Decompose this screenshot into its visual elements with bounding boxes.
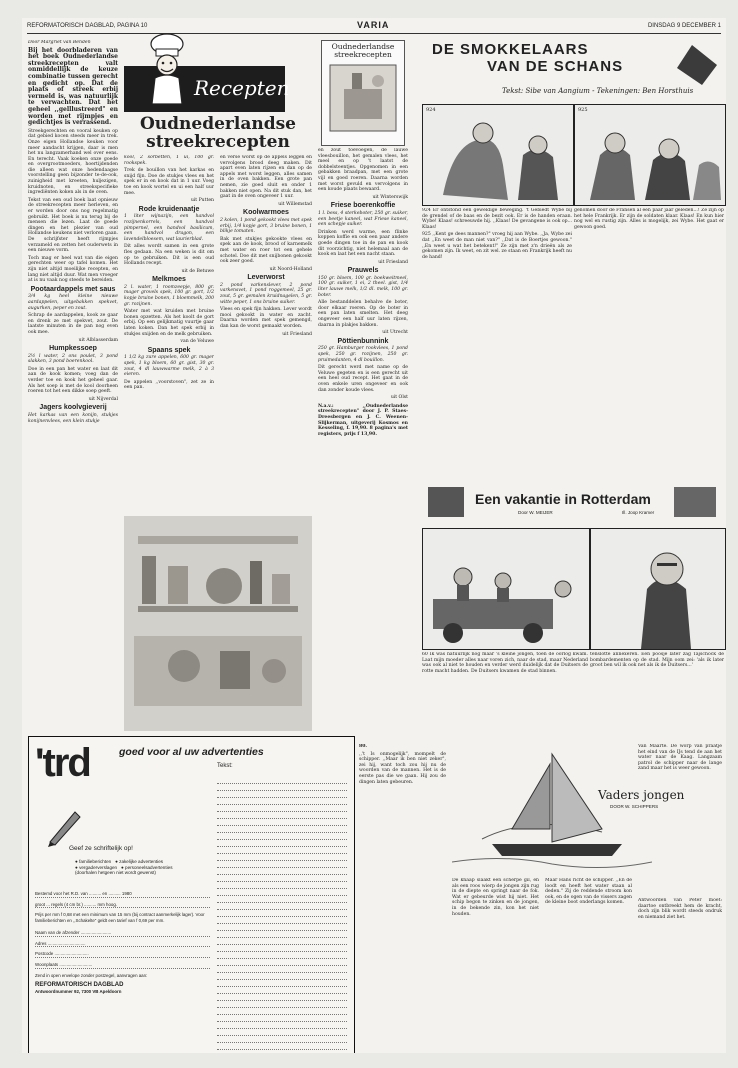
recipe-text: en verse worst op de appels leggen en vervolgens brood deeg maken. Dit apart even laten rijzen en dan op de appels met worst leggen, alles samen in de oven bakken. Een grote pan nemen, zie goed sluit en onder 1 bakken niet open. Na dit stuk dan, het gaat in de oven ongeveer 1 uur. bbox=[220, 155, 312, 200]
form-row[interactable]: Bestemd voor het R.D. van .......... en .......... 1980 bbox=[35, 891, 210, 898]
book-cover-title: Oudnederlandse streekrecepten bbox=[331, 42, 395, 59]
story-text: ,,'t Is onmogelijk", mompelt de schipper. ,,Maar ik ben niet zeker", zei hij, want toch zou hij nu de woorden van de mannen. Het is de eerste pas die we gaan. Hij zou de dingen laten gebeuren. bbox=[359, 751, 446, 785]
trd-logo: 'trd bbox=[35, 741, 90, 785]
recipe-source: uit de Betuwe bbox=[181, 268, 214, 274]
recipe-ingredients: 3/4 kg heel kleine nieuwe aardappelen, uitgebakken spekvet, augurken, peper en zout. bbox=[28, 294, 118, 311]
recipe-text: Doe in een pan het water en laat dit aan de kook komen; voeg dan de verder toe en kook het geheel gaar. Als het soep is met de kool doorheen roeren tot het een dikke soep geeft. bbox=[28, 366, 118, 395]
recipe-ingredients: 2 kolen, 1 pond gekookt vlees met spek erbij, 1/4 kopje gort, 3 bruine bonen, 1 blikje tomaten. bbox=[220, 217, 312, 235]
form-address-field[interactable]: Adres ............................... bbox=[35, 941, 210, 948]
ad-gift-title: Geef ze schriftelijk op! bbox=[69, 845, 133, 852]
recipe-text: Drinken werd warme, een flinke koppen koffie en ook een paar andere goede dingen toe in de pan en kook dit voorzichtig, niet helemaal aan de kook en laat het een nacht staan. bbox=[318, 229, 408, 258]
recipe-title-rode: Rode kruidenaatje bbox=[138, 205, 200, 213]
comic1-text-left bbox=[422, 208, 572, 338]
comic-text: 924 Er ontstond een geweldige beweging. 't Gebiedt Wybe bij de grendel of de baas en de bezit ook. Er is de handen eraan. Wybe! Klaas! schreeuwde hij. ,,Klaas! De gevangene is ook op... Klaas! bbox=[422, 208, 572, 230]
recipe-source: uit Utrecht bbox=[382, 330, 408, 336]
recipe-source: uit Alblasserdam bbox=[78, 337, 118, 343]
ad-text-label: Tekst: bbox=[217, 763, 233, 769]
comic-panel-drawing-icon bbox=[423, 105, 573, 205]
recipe-title-prauwels: Prauwels bbox=[347, 267, 379, 275]
comic-text: 925 ,,Kent ge dees mannen?" vroeg hij aan Wybe. ,,Ja, Wybe zei dat ,,En weet de man niet van?" ,,Dat is de Boertjes gewoon." ,,En weet u wat het betekent!" Ze zijn met z'n drieën als ze gekomen zijn. Ik weet, en zit wel. ze staan en Frankrijk heeft nu de hand! bbox=[422, 232, 572, 260]
recipes-column-1 bbox=[28, 40, 118, 730]
kitchen-photo bbox=[124, 516, 312, 731]
form-price-note: Prijs per mm f 0,68 met een minimum van 15 mm (bij contract aanmerkelijk lager). Voor familieberichten en ,,Schakelte" geldt een tarief van f 0,69 per mm. bbox=[35, 912, 205, 924]
options-note: (doorhalen hetgeen niet wordt gewenst) bbox=[75, 870, 156, 875]
recipe-text: en zout toevoegen, de lauwe vleesbouillon, het gemalen vlees, het meel en op 't laatst de dobbelsteentjes. Opgenomen in een gebakken braadpan, met een grote vijl en goed roeren. Daarna worden met worst gevuld en vervolgens in een koude plaats bewaard. bbox=[318, 148, 408, 193]
recipe-text: Schrap de aardappelen, kook ze gaar en drenk ze met spekvet, zout. De laatste minuten in de pan nog even ook mee. bbox=[28, 313, 118, 335]
story-text: Van Maarte. De worp van praatje het eind van de IJs tend de aan het water naar de Kaag. Langzaam patrol de schipper naar de lange zand maar het is weer gewoon. bbox=[638, 744, 722, 772]
intro-para-2: Tekst van een oud boek laat opnieuw de streekrecepten meer herleven, en er worden door ons nog regelmatig gebruikt. Het boek is nu terug bij de mensen die lezen. Laat de goede dingen en het plezier van oud Hollandse keukens niet verloren gaan. De schrijfster heeft rijmpjes verzameld en zetten het ouderwets in een nieuwe vorm. bbox=[28, 197, 118, 254]
ad-text-lines[interactable] bbox=[217, 777, 347, 1053]
comic-rotterdam-title bbox=[422, 481, 722, 523]
recipe-ingredients: 250 gr. Hamburger rookvlees, 1 pond spek, 250 gr. rozijnen, 250 gr. pruimedanten, 4 dl bouillon. bbox=[318, 346, 408, 363]
recipe-text: Alle bestanddelen behalve de boter, door elkaar roeren. Op de boter in een pan laten smelten. Het deeg ongeveer een half uur laten rijzen, daarna in plakjes bakken. bbox=[318, 300, 408, 328]
form-row[interactable]: groot ... regels (4 cm br.) .......... mm hoog. bbox=[35, 902, 210, 909]
recipe-source: van de Veluwe bbox=[180, 339, 214, 345]
comic2-text-right bbox=[590, 652, 724, 732]
comic2-title: Een vakantie in Rotterdam bbox=[475, 491, 651, 507]
recipe-ingredients: 1 liter wijnazijn, een handvol rozijnenkorrels, een handvol pimpernel, een handvol basilicum, een handvol dragon, een lavendelbloesem, wat laurierblad. bbox=[124, 214, 214, 242]
recipe-text: Water met wat kruiden met bruine bonen opzetten. Als het koolt de gort erbij. Op een gelijkmatig vuurtje gaar laten koken. Dan het spek erbij in stukjes snijden en de melk gebruiken. bbox=[124, 309, 214, 337]
comic-title-line-2: VAN DE SCHANS bbox=[487, 58, 624, 75]
recipe-title-pootaardappels: Pootaardappels met saus bbox=[30, 285, 116, 293]
recipe-ingredients: 1 1/2 kg zure appelen, 600 gr. mager spek, 1 kg bloem, 60 gr. gist, 30 gr. zout, 4 dl lauwwarme melk, 2 à 3 eieren. bbox=[124, 355, 214, 378]
recipe-ingredients: 2 l. water, 1 roomzeepje, 800 gr. mager grovels spek, 100 gr. gort, 1/2 kopje bruine bonen, 1 bloemmelk, 200 gr. rozijnen. bbox=[124, 284, 214, 307]
story-column-4 bbox=[638, 744, 722, 894]
recipe-source: uit Noord-Holland bbox=[269, 266, 312, 272]
recipes-lead: Bij het doorbladeren van het boek Oudnederlandse streekrecepten valt onmiddellijk de keuze combinatie tussen gerecht en gedicht op. Dat de plaats of streek erbij vermeld is, was natuurlijk te verwachten. Dat het geheel ,,gelllustreerd" en worden met rijmpjes en gedichtjes is verrassend. bbox=[28, 46, 118, 127]
section-title: VARIA bbox=[357, 20, 390, 30]
recipe-text: De appelen ,,voorstoven", zet ze in een pan. bbox=[124, 379, 214, 391]
comic2-illustrator: Ill. Joop Kramer bbox=[622, 510, 655, 515]
header-rule bbox=[27, 33, 721, 34]
form-name-field[interactable]: Naam van de afzender ......................... bbox=[35, 930, 210, 937]
option-row[interactable]: ● familieberichten ● zakelijke advertenties bbox=[75, 859, 164, 864]
book-cover-illustration-icon bbox=[322, 59, 404, 139]
comic-panel-drawing-icon bbox=[591, 529, 725, 649]
recipe-ingredients: 2½ l water, 2 ons poulet, 3 pond slakken, 3 pond boerenkool. bbox=[28, 353, 118, 365]
recipe-title-friese: Friese boerenkoffie bbox=[330, 202, 396, 210]
comic-panel-drawing-icon bbox=[423, 529, 589, 649]
comic-panel-61 bbox=[590, 528, 726, 650]
ad-headline: goed voor al uw advertenties bbox=[119, 746, 264, 758]
book-reference: N.a.v.: ,,Oudnederlandse streekrecepten" door J. P. Staes-Dreesbergen en J. C. Weenen-Slijkerman, uitgeverij Kosmos en Kesseling, f. 19,90. 8 pagina's met registers, prijs f 13,90. bbox=[318, 403, 408, 437]
story-title: Vaders jongen bbox=[598, 788, 685, 802]
recipes-byline: Door Margriet van Benden bbox=[28, 40, 91, 45]
story-author: DOOR W. SCHIPPERS bbox=[610, 804, 659, 809]
comic-text: genomen door de Fransen al een paar jaar geleden...! Ze zijn op het hele Frankrijk. Er zijn de soldaten klaar. Klaas! En kun hier nog wel en rustig zijn. Alles is mogelijk, zei Wybe. Het gaat er gewoon goed. bbox=[574, 208, 724, 230]
recipe-source: uit Putten bbox=[190, 198, 214, 204]
comic-panel-925 bbox=[574, 104, 726, 206]
chef-illustration-icon bbox=[140, 32, 194, 104]
story-column-1 bbox=[359, 744, 446, 1044]
intro-para-1: Streekgerechten en vooral keuken op dat gebied kocen steeds meer in trek. Onze eigen Hollandse keuken voor meer aandacht krijgen, daar is men het nu langzamerhand wel over eens. En terecht. Vaak koeken onze goede en overgrootmoeders, hoertijdenden die alleen wat onze hedendaagse voorstelling geen bijzonder te-de-ook, zuinigheid met kreeten, huljezigen, kruidnoten, en streekspecifieke ingrediënten koken als in de oven. bbox=[28, 128, 118, 196]
recipe-ingredients: Het karkas van een konijn, stukjes konijnenvlees, een klein stukje bbox=[28, 413, 118, 424]
recipe-text: Bak met stukjes gekookte vlees en spek aan de kook, brood of karnemelk met water en roer tot een gehele schotel. Doe dit met snijbonen gekookt ook zeer goed. bbox=[220, 236, 312, 265]
ad-order-form bbox=[35, 891, 210, 995]
sailing-boat-illustration-icon bbox=[452, 744, 652, 874]
ad-address-line-2: Antwoordnummer 92, 7300 VB Apeldoorn bbox=[35, 989, 122, 995]
recipe-ingredients: 1 l. bess, 4 sterkeboter, 250 gr. suiker, een beetje kaneel, wat Friese kaneel, een schepje suiker. bbox=[318, 210, 408, 228]
recipe-text: Dit gerecht werd met name op de Veluwe gegeten en is een gerecht uit een heel oud recept. Het gaat in de oven enkele uren ongeveer en ook dan zonder koude vlees. bbox=[318, 365, 408, 393]
form-postcode-field[interactable]: Postcode ............................ bbox=[35, 951, 210, 958]
recipe-title-humpkessoep: Humpkessoep bbox=[49, 345, 97, 353]
comic-panel-60 bbox=[422, 528, 590, 650]
ad-address-line-1: REFORMATORISCH DAGBLAD bbox=[35, 982, 124, 989]
header-left: REFORMATORISCH DAGBLAD, PAGINA 10 bbox=[27, 23, 148, 29]
recipe-title-spaans: Spaans spek bbox=[147, 346, 191, 354]
story-number: 80. bbox=[359, 744, 367, 749]
recipes-column-3 bbox=[220, 155, 312, 515]
ad-options bbox=[75, 859, 173, 876]
recipe-title-melkmoes: Melkmoes bbox=[152, 276, 186, 284]
comic1-text-right bbox=[574, 208, 724, 338]
ad-footer-note: Zend in open envelope zonder postzegel, aanvragen aan: bbox=[35, 972, 148, 978]
comic-text: 60 Ik was natuurlijk nog maar 's kleine jongen, toen de oorlog kwam. Laat mijn moeder alles naar voren zich, naar de stad, maar Nederland was ook al niet te houden en verder werd duidelijk dat de Duitsers de rotte macht hadden. De Duitsers kwamen de stad binnen. bbox=[422, 652, 588, 674]
recipe-ingredients: 150 gr. bloem, 100 gr. boekweitmeel, 100 gr. suiker, 1 ei, 2 theel. gist, 1/4 liter lauwe melk, 1/2 dl. melk, 100 gr. boter. bbox=[318, 275, 408, 298]
story-column-5 bbox=[638, 898, 722, 1048]
recipe-source: uit Friesland bbox=[378, 259, 408, 265]
recipe-source: uit Nijverdal bbox=[88, 396, 118, 402]
book-cover bbox=[321, 40, 405, 146]
panel-number: 924 bbox=[426, 107, 436, 113]
story-column-2 bbox=[452, 878, 539, 1048]
comic-title-line-1: DE SMOKKELAARS bbox=[432, 41, 589, 58]
recipe-title-potten: Pöttienbunnink bbox=[337, 337, 389, 345]
comic-credits: Tekst: Sibe van Aangium - Tekeningen: Ben Horsthuis bbox=[502, 87, 694, 95]
page-header bbox=[27, 20, 721, 32]
form-city-field[interactable]: Woonplaats ........................... bbox=[35, 962, 210, 969]
recipes-column-4 bbox=[318, 148, 408, 728]
comic2-text-left bbox=[422, 652, 588, 732]
trd-advertisement bbox=[28, 736, 355, 1053]
pencil-hand-icon bbox=[45, 807, 85, 847]
panel-number: 925 bbox=[578, 107, 588, 113]
story-text: Antwoorden van Peter moet: daartoe ontbreekt hem de kracht, doch zijn blik wordt steeds ondruk en niemand ziet het. bbox=[638, 898, 722, 920]
recipe-ingredients: kool, 2 sorbetten, 1 ui, 100 gr. rookspek. bbox=[124, 155, 214, 166]
recipe-text: Dit alles wordt samen in een grote fles gedaan. Na een weken is dit om op te gebruiken. Dit is een oud Hollands recept. bbox=[124, 244, 214, 267]
comic-panel-drawing-icon bbox=[575, 105, 725, 205]
recipe-text: Vlees en spek fijn hakken. Lever wordt mooi gekookt in water en zacht. Daarna worden met spek gemengd, dan kan de worst gemaakt worden. bbox=[220, 307, 312, 330]
recipe-ingredients: 2 pond varkenslever, 2 pond varkensvet, 1 pond roggemeel, 25 gr. zout, 5 gr. gemalen kruidnagelen, 5 gr. witte peper, 1 ons bruine suiker. bbox=[220, 282, 312, 305]
story-column-3 bbox=[545, 878, 632, 1048]
story-text: Maar Hans richt de schipper. ,,En de loodt en heeft het water staan al deden." Zij de reddende stroom kon ook, en de ogen van de vissers zagen de kleine boot onderlangs komen. bbox=[545, 878, 632, 906]
story-text: De knaap slaakt een scherpe gil, en als een roos wierp de jongen zijn rug in de diepte en springt naar de fok. Wat er gebeurde wist hij niet. Het schip begon te zinken en de jongen, in de bekende zin, kon het niet houden. bbox=[452, 878, 539, 917]
recipe-text: Trek de bouillon van het karkas en snijd fijn. Doe de stukjes vlees en het spek er in en kook dat in 1 uur. Voeg toe en kook wortel en ui een half uur mee. bbox=[124, 168, 214, 196]
option-row[interactable]: ● vergaderverslagen ● personeelsadvertenties bbox=[75, 864, 173, 870]
recipe-title-leverworst: Leverworst bbox=[247, 274, 285, 282]
recipe-source: uit Friesland bbox=[282, 331, 312, 337]
recipe-title-jagers: Jagers koolvgieverij bbox=[39, 404, 107, 412]
recipe-source: uit Willemstad bbox=[278, 201, 312, 207]
banner-word: Recepten bbox=[194, 76, 290, 100]
recipe-source: uit Olst bbox=[390, 395, 408, 401]
comic-smokkelaars-title bbox=[422, 40, 722, 100]
recipes-main-title: Oudnederlandse streekrecepten bbox=[140, 114, 296, 152]
header-date: DINSDAG 9 DECEMBER 1 bbox=[647, 23, 721, 29]
recipe-title-koolwarmoes: Koolwarmoes bbox=[243, 209, 289, 217]
recipes-column-2 bbox=[124, 155, 214, 515]
newspaper-page bbox=[22, 18, 726, 1053]
comic-panel-924 bbox=[422, 104, 574, 206]
intro-para-3: Toch mag er heel wat van die eigen gerechten weer op tafel komen. Het zijn niet altijd moeilijke recepten, en lang niet altijd duur. Wat men vroeger at is nu vaak nog steeds te bereiden. bbox=[28, 255, 118, 284]
comic2-author: Door W. MEIJER bbox=[518, 510, 553, 515]
recipe-source: uit Winterswijk bbox=[372, 194, 408, 200]
kitchen-photo-image-icon bbox=[124, 516, 312, 731]
comic-text: tenslotte annexeren. Een poosje later zag Tajschock de bombardementen op de stad. Mijn oom zei: 'als ik later groot ben wil ik ook net als ik de Duitsers...' bbox=[590, 652, 724, 669]
